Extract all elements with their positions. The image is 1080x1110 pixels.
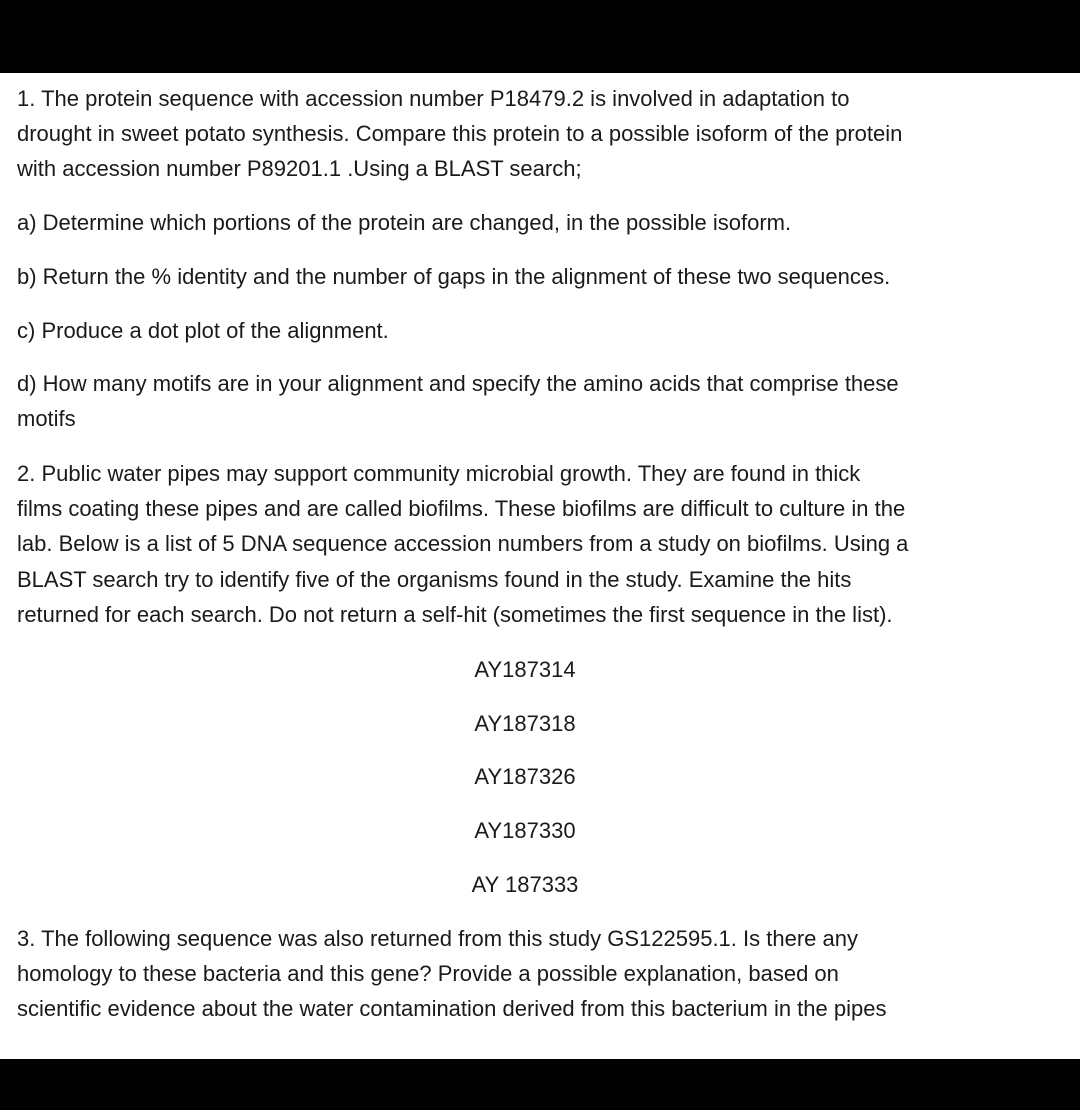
q1-part-c: c) Produce a dot plot of the alignment. (17, 318, 389, 343)
q1-line-3: with accession number P89201.1 .Using a BLAST search; (17, 156, 582, 181)
q2-line-5: returned for each search. Do not return a self-hit (sometimes the first sequence in the list). (17, 602, 893, 627)
q2-line-2: films coating these pipes and are called biofilms. These biofilms are difficult to culture in the (17, 496, 906, 521)
q2-line-3: lab. Below is a list of 5 DNA sequence accession numbers from a study on biofilms. Using a (17, 531, 909, 556)
q1-line-2: drought in sweet potato synthesis. Compare this protein to a possible isoform of the protein (17, 121, 903, 146)
q1-part-a: a) Determine which portions of the protein are changed, in the possible isoform. (17, 210, 792, 235)
q1-part-d-line-1: d) How many motifs are in your alignment and specify the amino acids that comprise these (17, 371, 899, 396)
q3-line-2: homology to these bacteria and this gene? Provide a possible explanation, based on (17, 961, 839, 986)
q1-part-d-line-2: motifs (17, 406, 76, 431)
accession-item: AY187330 (474, 818, 576, 843)
q2-line-4: BLAST search try to identify five of the organisms found in the study. Examine the hits (17, 567, 852, 592)
accession-item: AY 187333 (471, 872, 579, 897)
accession-item: AY187318 (474, 711, 576, 736)
q1-part-b: b) Return the % identity and the number of gaps in the alignment of these two sequences. (17, 264, 891, 289)
accession-item: AY187326 (474, 764, 576, 789)
accession-item: AY187314 (474, 657, 576, 682)
document-page (0, 73, 1080, 1059)
q3-line-1: 3. The following sequence was also returned from this study GS122595.1. Is there any (17, 926, 858, 951)
q2-line-1: 2. Public water pipes may support community microbial growth. They are found in thick (17, 461, 861, 486)
q1-line-1: 1. The protein sequence with accession number P18479.2 is involved in adaptation to (17, 86, 850, 111)
q3-line-3: scientific evidence about the water contamination derived from this bacterium in the pipes (17, 996, 887, 1021)
